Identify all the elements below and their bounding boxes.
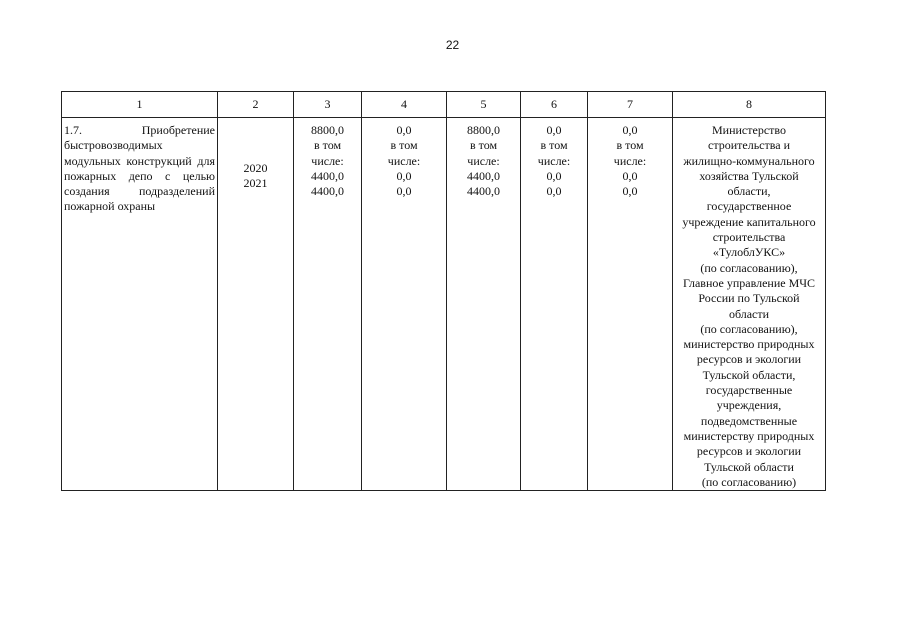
col4-values: 0,0 в том числе: 0,0 0,0 [387,123,421,199]
description-cell [62,118,218,491]
col6-cell [521,118,588,491]
col3-values: 8800,0 в том числе: 4400,0 4400,0 [311,123,344,199]
table-row [62,118,826,491]
page-number: 22 [445,38,460,52]
column-header-7: 7 [588,92,673,118]
col7-values: 0,0 в том числе: 0,0 0,0 [613,123,647,199]
years-cell [218,118,294,491]
description-text: 1.7. Приобретение быстровозводимых модульных конструкций для пожарных депо с целью создания подразделений пожарной охраны [64,123,215,214]
col4-cell [362,118,447,491]
column-header-4: 4 [362,92,447,118]
column-header-1: 1 [62,92,218,118]
column-header-3: 3 [294,92,362,118]
responsible-text: Министерство строительства и жилищно-коммунального хозяйства Тульской области, государственное учреждение капитального строительства «ТулоблУКС» (по согласованию), Главное управление МЧС России по Тульской области (по согласованию), министерство природных ресурсов и экологии Тульской области, государственные учреждения, подведомственные министерству природных ресурсов и экологии Тульской области (по согласованию) [682,123,816,489]
years-text: 2020 2021 [243,161,268,191]
col5-values: 8800,0 в том числе: 4400,0 4400,0 [467,123,500,199]
column-header-8: 8 [673,92,826,118]
column-header-2: 2 [218,92,294,118]
column-header-5: 5 [447,92,521,118]
col7-cell [588,118,673,491]
responsible-cell [673,118,826,491]
col3-cell [294,118,362,491]
funding-table [61,91,826,491]
column-header-6: 6 [521,92,588,118]
col5-cell [447,118,521,491]
col6-values: 0,0 в том числе: 0,0 0,0 [537,123,571,199]
table-header-row [62,92,826,118]
